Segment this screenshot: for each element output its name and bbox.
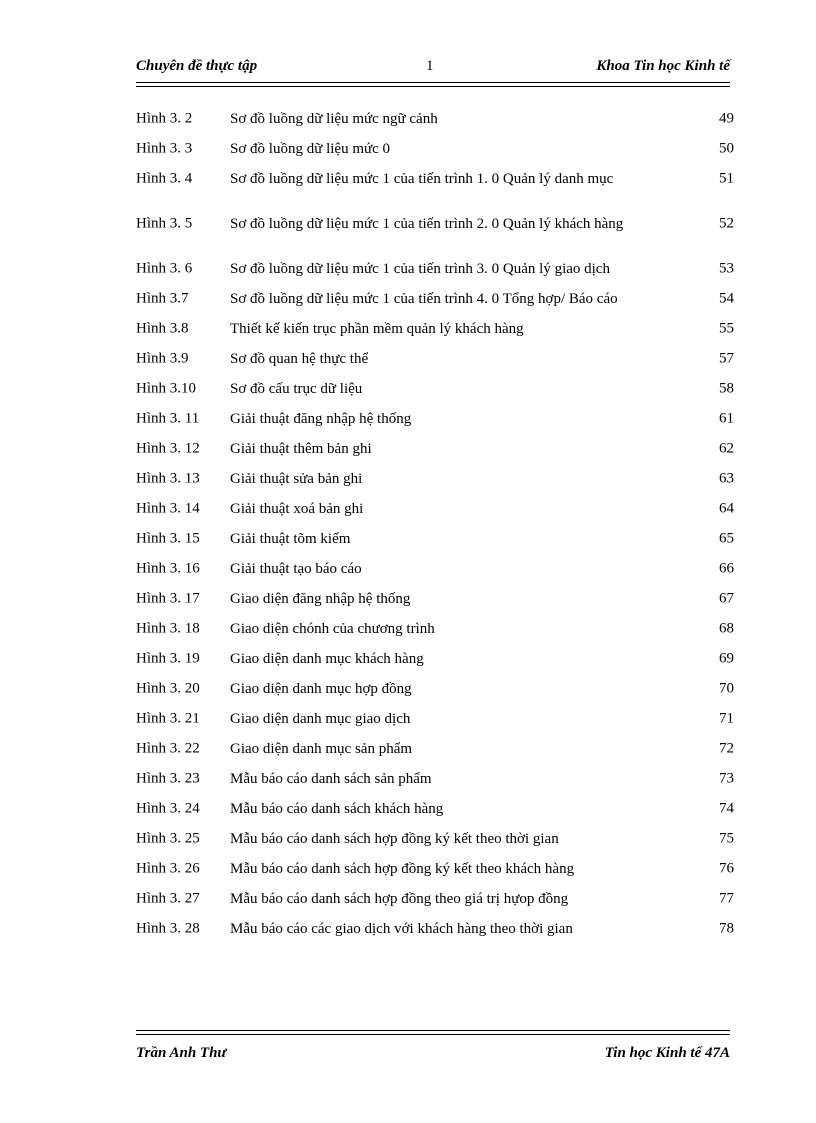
figure-page-number: 52 — [719, 215, 734, 232]
figure-number: Hình 3. 18 — [136, 620, 200, 637]
figure-number: Hình 3. 11 — [136, 410, 200, 427]
figure-title: Giải thuật đăng nhập hệ thống — [230, 411, 412, 427]
header-left-title: Chuyên đề thực tập — [136, 58, 258, 74]
figure-title: Mẫu báo cáo danh sách sản phẩm — [230, 771, 432, 787]
figure-entry — [136, 194, 734, 254]
figure-number: Hình 3. 19 — [136, 650, 200, 667]
figure-number: Hình 3. 27 — [136, 890, 200, 907]
figure-number: Hình 3.8 — [136, 320, 189, 337]
figure-number: Hình 3.9 — [136, 350, 189, 367]
figure-entry — [136, 794, 734, 824]
figure-number: Hình 3. 24 — [136, 800, 200, 817]
figure-page-number: 78 — [719, 920, 734, 937]
figure-page-number: 54 — [719, 290, 734, 307]
figure-entry — [136, 764, 734, 794]
figure-entry — [136, 314, 734, 344]
figure-page-number: 62 — [719, 440, 734, 457]
figure-number: Hình 3. 4 — [136, 170, 193, 187]
figure-number: Hình 3. 5 — [136, 215, 193, 232]
figure-title: Sơ đồ luồng dữ liệu mức 1 của tiến trình 1. 0 Quản lý danh mục — [230, 171, 614, 187]
figure-number: Hình 3. 3 — [136, 140, 193, 157]
figure-title: Giao diện danh mục giao dịch — [230, 711, 411, 727]
figure-number: Hình 3.10 — [136, 380, 196, 397]
figure-page-number: 68 — [719, 620, 734, 637]
figure-title: Mẫu báo cáo danh sách hợp đồng theo giá trị hựop đồng — [230, 891, 569, 907]
figure-title: Giải thuật sửa bản ghi — [230, 471, 363, 487]
figure-page-number: 72 — [719, 740, 734, 757]
figure-page-number: 51 — [719, 170, 734, 187]
figure-title: Mẫu báo cáo các giao dịch với khách hàng theo thời gian — [230, 921, 573, 937]
figure-entry — [136, 554, 734, 584]
figure-number: Hình 3. 12 — [136, 440, 200, 457]
figure-number: Hình 3. 14 — [136, 500, 200, 517]
figure-entry — [136, 284, 734, 314]
figure-title: Mẫu báo cáo danh sách hợp đồng ký kết theo thời gian — [230, 831, 559, 847]
figure-title: Giao diện danh mục hợp đồng — [230, 681, 412, 697]
figure-title: Giao diện danh mục khách hàng — [230, 651, 424, 667]
figure-number: Hình 3. 15 — [136, 530, 200, 547]
page-footer — [136, 1045, 730, 1067]
figure-entry — [136, 914, 734, 944]
figure-title: Mẫu báo cáo danh sách khách hàng — [230, 801, 444, 817]
figure-title: Sơ đồ luồng dữ liệu mức 1 của tiến trình 4. 0 Tổng hợp/ Báo cáo — [230, 291, 618, 307]
figure-title: Mẫu báo cáo danh sách hợp đồng ký kết theo khách hàng — [230, 861, 575, 877]
figure-title: Sơ đồ quan hệ thực thể — [230, 351, 369, 367]
figure-number: Hình 3. 28 — [136, 920, 200, 937]
figure-page-number: 57 — [719, 350, 734, 367]
figure-number: Hình 3. 2 — [136, 110, 193, 127]
header-divider — [136, 82, 730, 87]
figure-page-number: 71 — [719, 710, 734, 727]
figure-title: Sơ đồ luồng dữ liệu mức 0 — [230, 141, 391, 157]
figure-entry — [136, 854, 734, 884]
figure-entry — [136, 734, 734, 764]
figure-page-number: 77 — [719, 890, 734, 907]
figure-number: Hình 3. 6 — [136, 260, 193, 277]
figure-page-number: 67 — [719, 590, 734, 607]
figure-title: Giải thuật tõm kiếm — [230, 531, 351, 547]
figure-entry — [136, 644, 734, 674]
figure-entry — [136, 524, 734, 554]
figure-page-number: 75 — [719, 830, 734, 847]
footer-divider — [136, 1030, 730, 1035]
figure-entry — [136, 494, 734, 524]
footer-class: Tin học Kinh tế 47A — [604, 1045, 730, 1061]
figure-title: Giải thuật thêm bản ghi — [230, 441, 372, 457]
figure-entry — [136, 434, 734, 464]
figure-title: Giải thuật tạo báo cáo — [230, 561, 362, 577]
figure-number: Hình 3.7 — [136, 290, 189, 307]
footer-author: Trần Anh Thư — [136, 1045, 227, 1061]
figure-title: Giao diện đăng nhập hệ thống — [230, 591, 411, 607]
figure-number: Hình 3. 20 — [136, 680, 200, 697]
figure-entry — [136, 374, 734, 404]
figure-page-number: 50 — [719, 140, 734, 157]
figure-entry — [136, 584, 734, 614]
figure-title: Thiết kế kiến trục phần mềm quản lý khách hàng — [230, 321, 524, 337]
figure-number: Hình 3. 16 — [136, 560, 200, 577]
figure-page-number: 70 — [719, 680, 734, 697]
figure-page-number: 61 — [719, 410, 734, 427]
figure-entry — [136, 674, 734, 704]
figure-page-number: 53 — [719, 260, 734, 277]
figure-title: Giải thuật xoá bản ghi — [230, 501, 364, 517]
figure-entry — [136, 404, 734, 434]
figure-page-number: 74 — [719, 800, 734, 817]
figure-number: Hình 3. 22 — [136, 740, 200, 757]
figure-entry — [136, 614, 734, 644]
figure-number: Hình 3. 25 — [136, 830, 200, 847]
figure-entry — [136, 344, 734, 374]
figure-number: Hình 3. 13 — [136, 470, 200, 487]
header-page-number: 1 — [426, 58, 434, 74]
figure-page-number: 63 — [719, 470, 734, 487]
figure-entry — [136, 254, 734, 284]
figure-entry — [136, 884, 734, 914]
figure-page-number: 49 — [719, 110, 734, 127]
figure-title: Sơ đồ luồng dữ liệu mức ngữ cảnh — [230, 111, 438, 127]
header-right-title: Khoa Tin học Kinh tế — [596, 58, 730, 74]
figure-page-number: 58 — [719, 380, 734, 397]
figure-entry — [136, 824, 734, 854]
page-header — [136, 58, 730, 80]
figure-page-number: 69 — [719, 650, 734, 667]
figure-page-number: 76 — [719, 860, 734, 877]
figure-list — [136, 104, 734, 944]
figure-number: Hình 3. 23 — [136, 770, 200, 787]
figure-number: Hình 3. 21 — [136, 710, 200, 727]
figure-page-number: 66 — [719, 560, 734, 577]
figure-page-number: 65 — [719, 530, 734, 547]
figure-title: Sơ đồ luồng dữ liệu mức 1 của tiến trình 3. 0 Quản lý giao dịch — [230, 261, 610, 277]
figure-title: Giao diện danh mục sản phẩm — [230, 741, 413, 757]
figure-entry — [136, 164, 734, 194]
figure-title: Sơ đồ luồng dữ liệu mức 1 của tiến trình 2. 0 Quản lý khách hàng — [230, 216, 624, 232]
figure-number: Hình 3. 17 — [136, 590, 200, 607]
figure-entry — [136, 704, 734, 734]
figure-page-number: 55 — [719, 320, 734, 337]
figure-number: Hình 3. 26 — [136, 860, 200, 877]
figure-page-number: 64 — [719, 500, 734, 517]
figure-page-number: 73 — [719, 770, 734, 787]
figure-title: Sơ đồ cấu trục dữ liệu — [230, 381, 363, 397]
figure-entry — [136, 134, 734, 164]
figure-entry — [136, 104, 734, 134]
figure-entry — [136, 464, 734, 494]
figure-title: Giao diện chónh của chương trình — [230, 621, 435, 637]
